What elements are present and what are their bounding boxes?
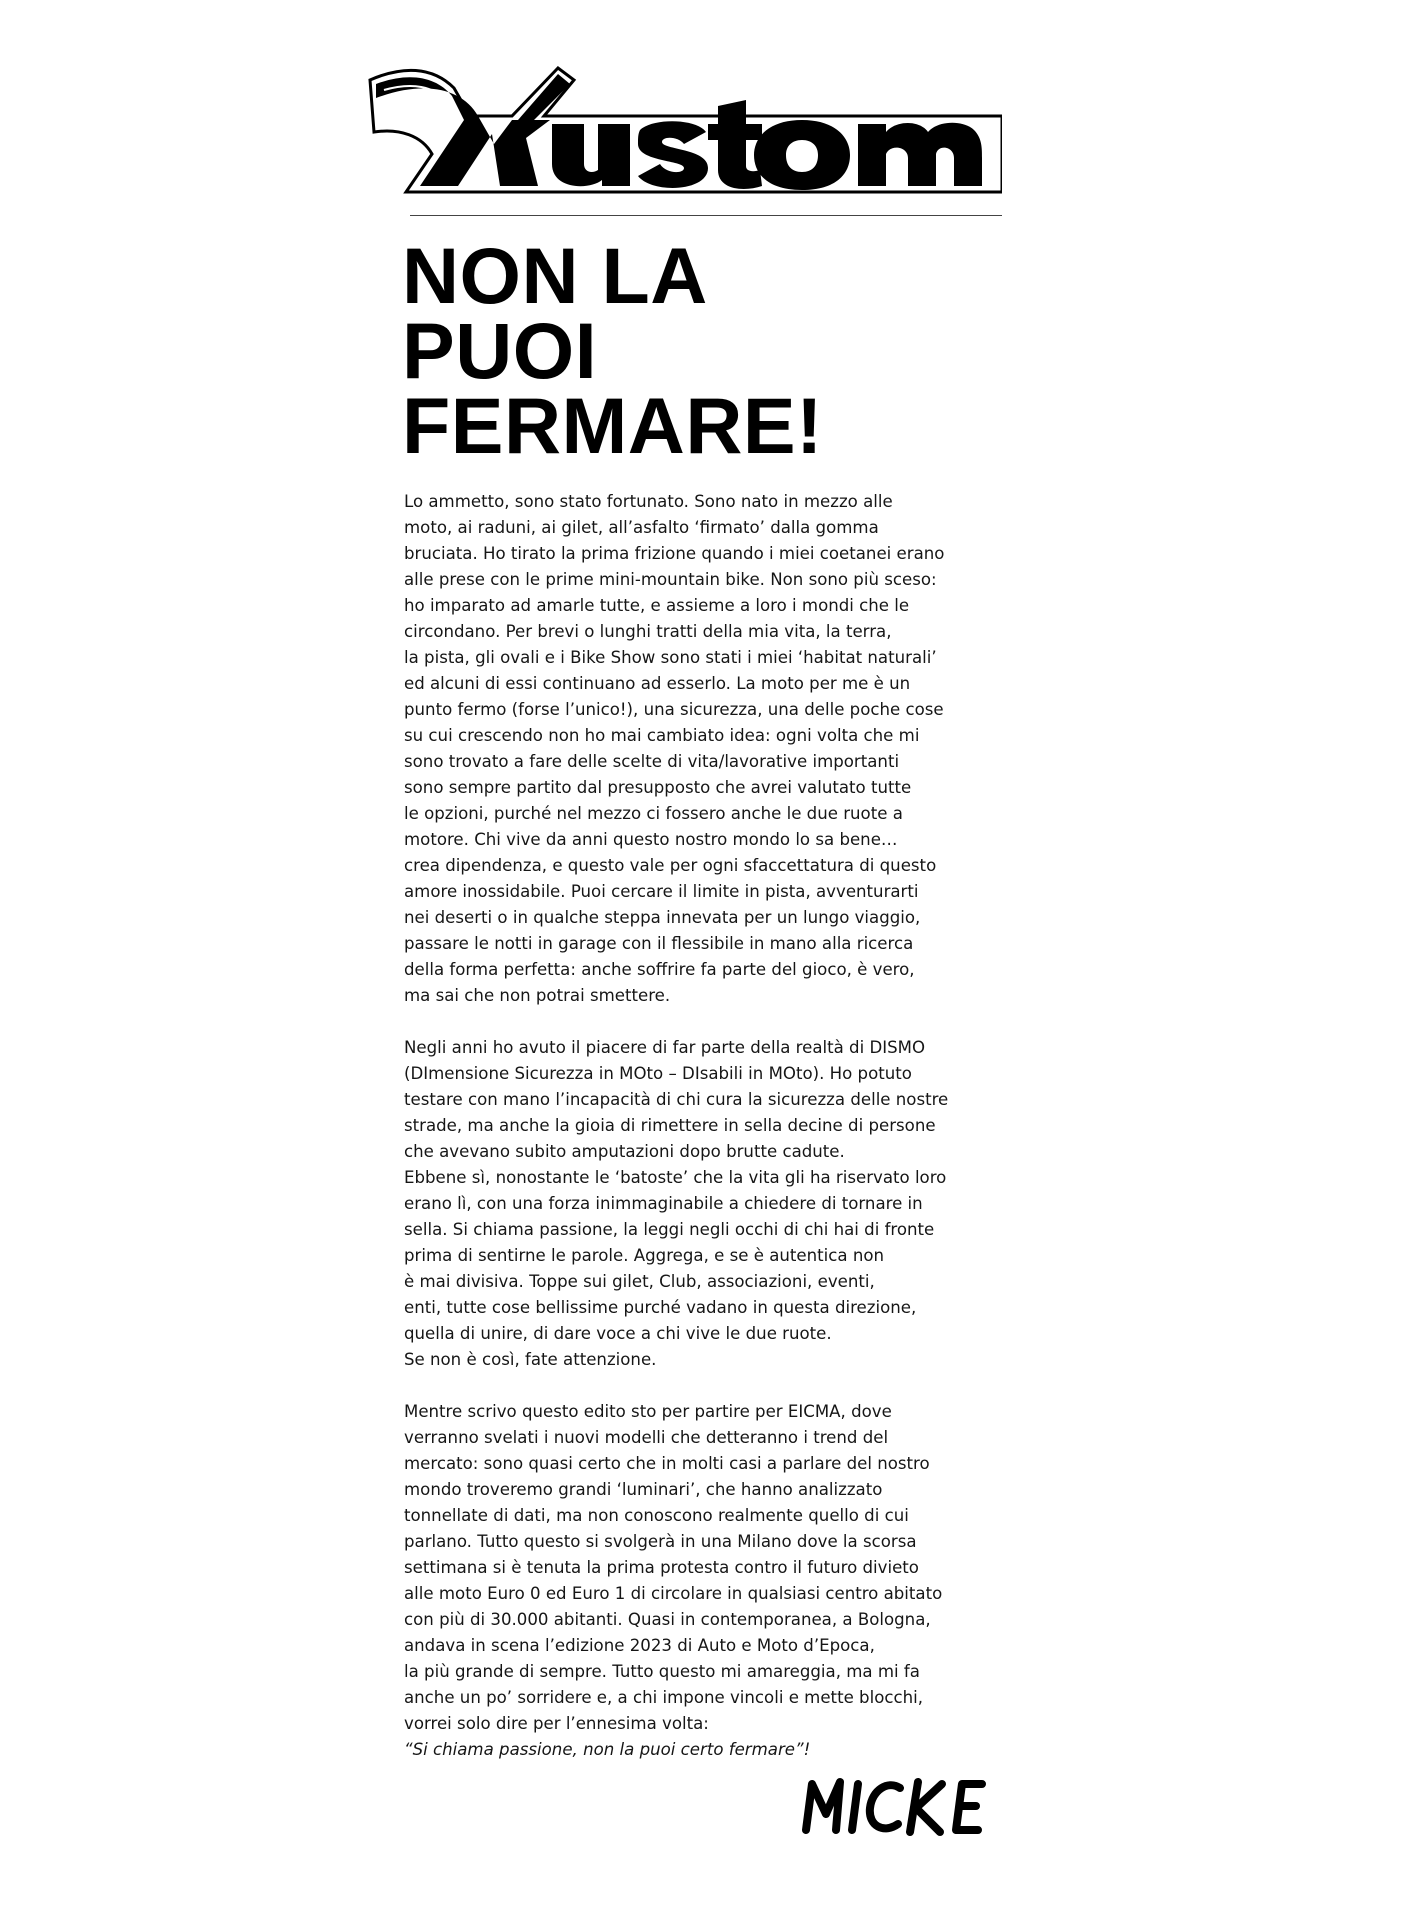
article-paragraph-2 [404,1035,984,1373]
article-line: erano lì, con una forza inimmaginabile a chiedere di tornare in [404,1194,923,1213]
article-line: che avevano subito amputazioni dopo brutte cadute. [404,1142,845,1161]
headline [402,231,1002,470]
closing-quote: “Si chiama passione, non la puoi certo fermare”! [404,1740,811,1759]
article-line: Se non è così, fate attenzione. [404,1350,657,1369]
article-line: motore. Chi vive da anni questo nostro mondo lo sa bene… [404,830,898,849]
signature-brush-graphic [796,1770,1006,1842]
article-line: mercato: sono quasi certo che in molti casi a parlare del nostro [404,1454,930,1473]
article-line: Lo ammetto, sono stato fortunato. Sono nato in mezzo alle [404,492,893,511]
author-signature [796,1770,1006,1842]
article-line: la pista, gli ovali e i Bike Show sono stati i miei ‘habitat naturali’ [404,648,937,667]
article-line: su cui crescendo non ho mai cambiato idea: ogni volta che mi [404,726,920,745]
article-paragraph-1 [404,489,984,1009]
article-line: della forma perfetta: anche soffrire fa parte del gioco, è vero, [404,960,915,979]
article-line: (DImensione Sicurezza in MOto – DIsabili in MOto). Ho potuto [404,1064,912,1083]
article-line: strade, ma anche la gioia di rimettere in sella decine di persone [404,1116,936,1135]
article-line: punto fermo (forse l’unico!), una sicurezza, una delle poche cose [404,700,944,719]
article-line: amore inossidabile. Puoi cercare il limite in pista, avventurarti [404,882,919,901]
article-line: anche un po’ sorridere e, a chi impone vincoli e mette blocchi, [404,1688,924,1707]
article-line: con più di 30.000 abitanti. Quasi in contemporanea, a Bologna, [404,1610,931,1629]
article-line: Ebbene sì, nonostante le ‘batoste’ che la vita gli ha riservato loro [404,1168,947,1187]
article-line: sono sempre partito dal presupposto che avrei valutato tutte [404,778,912,797]
headline-line: NON LA [402,231,708,320]
article-line: parlano. Tutto questo si svolgerà in una Milano dove la scorsa [404,1532,917,1551]
article-line: Negli anni ho avuto il piacere di far parte della realtà di DISMO [404,1038,926,1057]
article-line: la più grande di sempre. Tutto questo mi amareggia, ma mi fa [404,1662,920,1681]
kustom-logo [362,58,1002,198]
article-line: enti, tutte cose bellissime purché vadano in questa direzione, [404,1298,917,1317]
article-line: bruciata. Ho tirato la prima frizione quando i miei coetanei erano [404,544,945,563]
headline-line: PUOI [402,306,598,395]
article-line: moto, ai raduni, ai gilet, all’asfalto ‘firmato’ dalla gomma [404,518,879,537]
header-divider [410,215,1002,216]
article-line: circondano. Per brevi o lunghi tratti della mia vita, la terra, [404,622,892,641]
headline-line: FERMARE! [402,381,823,470]
article-paragraph-3 [404,1399,984,1763]
article-line: ed alcuni di essi continuano ad esserlo. La moto per me è un [404,674,911,693]
article-line: testare con mano l’incapacità di chi cura la sicurezza delle nostre [404,1090,949,1109]
article-line: settimana si è tenuta la prima protesta contro il futuro divieto [404,1558,919,1577]
article-line: sella. Si chiama passione, la leggi negli occhi di chi hai di fronte [404,1220,935,1239]
article-line: verranno svelati i nuovi modelli che detteranno i trend del [404,1428,889,1447]
article-line: crea dipendenza, e questo vale per ogni sfaccettatura di questo [404,856,937,875]
article-line: passare le notti in garage con il flessibile in mano alla ricerca [404,934,914,953]
article-line: mondo troveremo grandi ‘luminari’, che hanno analizzato [404,1480,883,1499]
article-line: ho imparato ad amarle tutte, e assieme a loro i mondi che le [404,596,910,615]
article-line: ma sai che non potrai smettere. [404,986,671,1005]
article-line: quella di unire, di dare voce a chi vive le due ruote. [404,1324,832,1343]
article-line: vorrei solo dire per l’ennesima volta: [404,1714,709,1733]
article-line: alle prese con le prime mini-mountain bike. Non sono più sceso: [404,570,937,589]
article-line: è mai divisiva. Toppe sui gilet, Club, associazioni, eventi, [404,1272,875,1291]
article-line: sono trovato a fare delle scelte di vita/lavorative importanti [404,752,900,771]
kustom-logo-graphic [362,58,1002,198]
article-line: alle moto Euro 0 ed Euro 1 di circolare in qualsiasi centro abitato [404,1584,943,1603]
article-line: nei deserti o in qualche steppa innevata per un lungo viaggio, [404,908,921,927]
article-line: Mentre scrivo questo edito sto per partire per EICMA, dove [404,1402,892,1421]
article-line: le opzioni, purché nel mezzo ci fossero anche le due ruote a [404,804,903,823]
article-line: andava in scena l’edizione 2023 di Auto e Moto d’Epoca, [404,1636,875,1655]
article-body [404,489,984,1789]
article-line: tonnellate di dati, ma non conoscono realmente quello di cui [404,1506,909,1525]
article-line: prima di sentirne le parole. Aggrega, e se è autentica non [404,1246,885,1265]
